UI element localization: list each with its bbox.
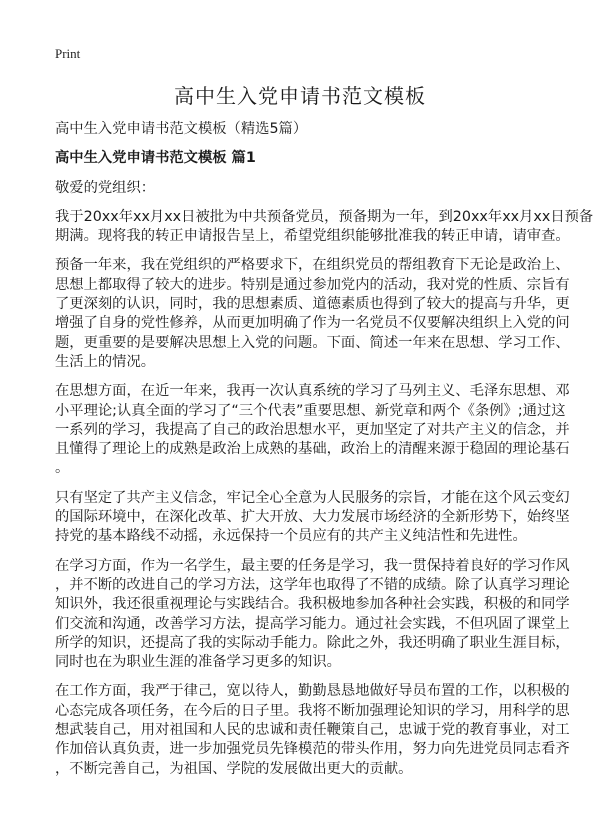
paragraph-line: 想武装自己，用对祖国和人民的忠诚和责任鞭策自己，忠诚于党的教育事业，对工	[55, 722, 570, 739]
paragraph-line: 只有坚定了共产主义信念，牢记全心全意为人民服务的宗旨，才能在这个风云变幻	[55, 489, 570, 506]
paragraph-line: 题，更重要的是要解决思想上入党的问题。下面、简述一年来在思想、学习工作、	[55, 334, 570, 351]
paragraph-line: 期满。现将我的转正申请报告呈上，希望党组织能够批准我的转正申请，请审查。	[55, 228, 570, 245]
greeting: 敬爱的党组织：	[55, 179, 156, 196]
paragraph-line: 。	[55, 460, 70, 477]
paragraph	[55, 557, 570, 673]
paragraphs	[55, 208, 594, 779]
page-title: 高中生入党申请书范文模板	[174, 84, 426, 108]
document-subtitle: 高中生入党申请书范文模板（精选5篇）	[55, 121, 308, 137]
paragraph-line: 在思想方面，在近一年来，我再一次认真系统的学习了马列主义、毛泽东思想、邓	[55, 383, 570, 400]
paragraph-line: 思想上都取得了较大的进步。特别是通过参加党内的活动，我对党的性质、宗旨有	[55, 276, 570, 293]
paragraph-line: 作加倍认真负责，进一步加强党员先锋模范的带头作用，努力向先进党员同志看齐	[55, 741, 570, 758]
paragraph-line: 预备一年来，我在党组织的严格要求下，在组织党员的帮组教育下无论是政治上、	[55, 257, 570, 274]
paragraph-line: 知识外，我还很重视理论与实践结合。我积极地参加各种社会实践，积极的和同学	[55, 596, 570, 613]
paragraph-line: 心态完成各项任务，在今后的日子里。我将不断加强理论知识的学习，用科学的思	[55, 702, 570, 719]
section-heading: 高中生入党申请书范文模板 篇1	[55, 150, 256, 167]
paragraph-line: ，并不断的改进自己的学习方法，这学年也取得了不错的成绩。除了认真学习理论	[55, 576, 570, 593]
paragraph-line: 的国际环境中，在深化改革、扩大开放、大力发展市场经济的全新形势下，始终坚	[55, 509, 570, 526]
paragraph-line: 在学习方面，作为一名学生，最主要的任务是学习，我一贯保持着良好的学习作风	[55, 557, 570, 574]
paragraph-line: 们交流和沟通，改善学习方法，提高学习能力。通过社会实践，不但巩固了课堂上	[55, 615, 570, 632]
print-link[interactable]: Print	[55, 46, 81, 61]
document-body	[55, 120, 594, 789]
paragraph	[55, 256, 570, 372]
paragraph-line: 了更深刻的认识，同时，我的思想素质、道德素质也得到了较大的提高与升华，更	[55, 296, 570, 313]
paragraph	[55, 208, 594, 247]
paragraph-line: 我于20xx年xx月xx日被批为中共预备党员，预备期为一年，到20xx年xx月xx日预备	[55, 208, 594, 225]
paragraph	[55, 489, 570, 547]
paragraph-line: ，不断完善自己，为祖国、学院的发展做出更大的贡献。	[55, 760, 413, 777]
paragraph-line: 持党的基本路线不动摇，永远保持一个员应有的共产主义纯洁性和先进性。	[55, 528, 527, 545]
paragraph-line: 增强了自身的党性修养，从而更加明确了作为一名党员不仅要解决组织上入党的问	[55, 315, 570, 332]
paragraph-line: 生活上的情况。	[55, 353, 156, 370]
paragraph-line: 小平理论;认真全面的学习了“三个代表”重要思想、新党章和两个《条例》;通过这	[55, 402, 566, 419]
paragraph-line: 一系列的学习，我提高了自己的政治思想水平，更加坚定了对共产主义的信念，并	[55, 421, 570, 438]
paragraph	[55, 382, 570, 478]
paragraph	[55, 682, 570, 778]
paragraph-line: 且懂得了理论上的成熟是政治上成熟的基础，政治上的清醒来源于稳固的理论基石	[55, 441, 570, 458]
paragraph-line: 在工作方面，我严于律己，宽以待人，勤勤恳恳地做好导员布置的工作，以积极的	[55, 683, 570, 700]
paragraph-line: 同时也在为职业生涯的准备学习更多的知识。	[55, 654, 341, 671]
paragraph-line: 所学的知识，还提高了我的实际动手能力。除此之外，我还明确了职业生涯目标，	[55, 634, 570, 651]
